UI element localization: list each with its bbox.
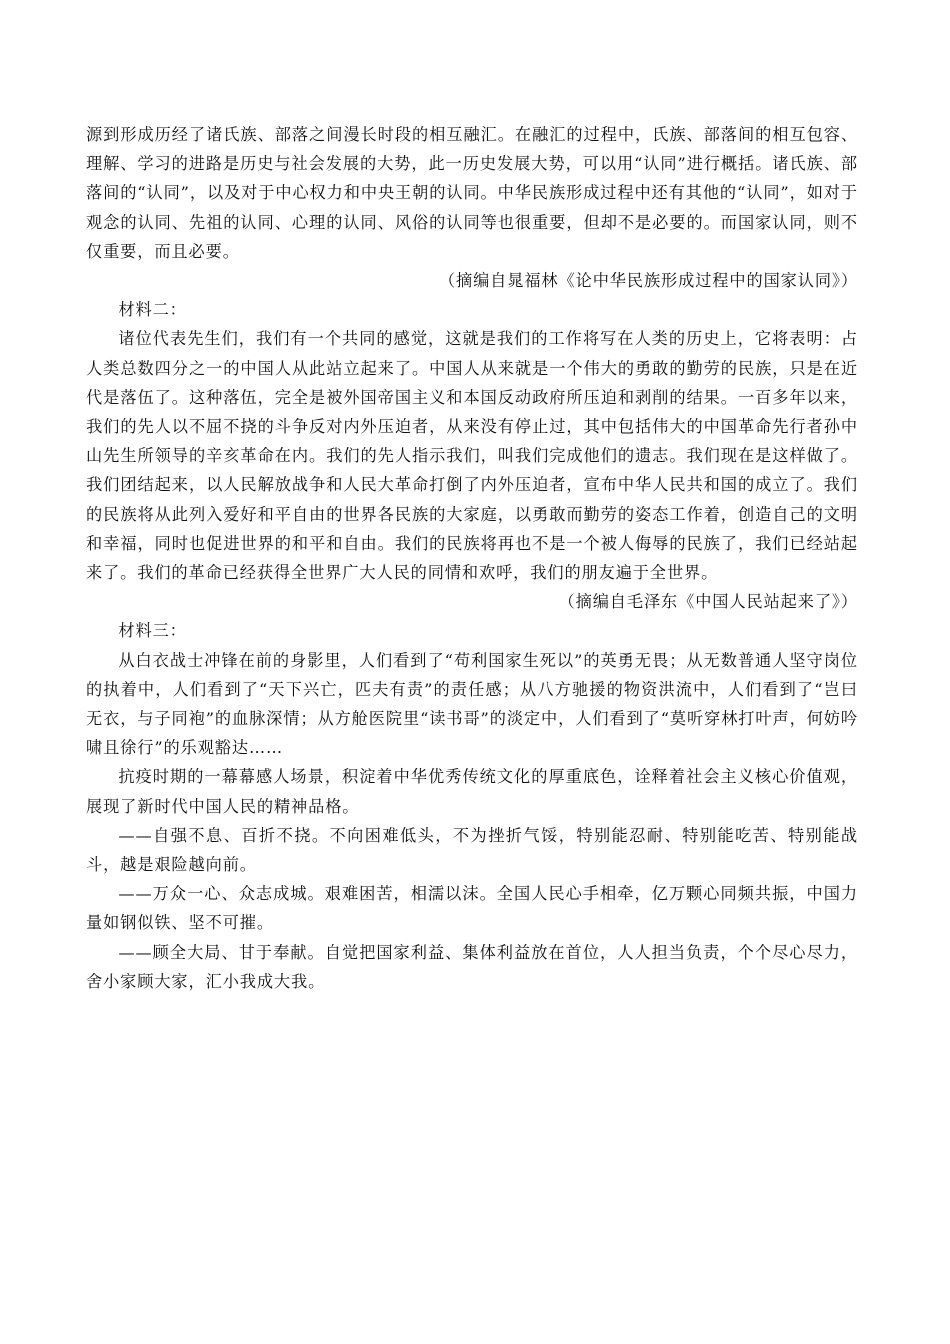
material3-label: 材料三： <box>118 621 187 641</box>
material2-paragraph: 诸位代表先生们，我们有一个共同的感觉，这就是我们的工作将写在人类的历史上，它将表明：占人类总数四分之一的中国人从此站立起来了。中国人从来就是一个伟大的勇敢的勤劳的民族，只是在近代是落伍了。这种落伍，完全是被外国帝国主义和本国反动政府所压迫和剥削的结果。一百多年以来，我们的先人以不屈不挠的斗争反对内外压迫者，从来没有停止过，其中包括伟大的中国革命先行者孙中山先生所领导的辛亥革命在内。我们的先人指示我们，叫我们完成他们的遗志。我们现在是这样做了。我们团结起来，以人民解放战争和人民大革命打倒了内外压迫者，宣布中华人民共和国的成立了。我们的民族将从此列入爱好和平自由的世界各民族的大家庭，以勇敢而勤劳的姿态工作着，创造自己的文明和幸福，同时也促进世界的和平和自由。我们的民族将再也不是一个被人侮辱的民族了，我们已经站起来了。我们的革命已经获得全世界广大人民的同情和欢呼，我们的朋友遍于全世界。 <box>86 329 858 583</box>
material3-paragraph-2: 抗疫时期的一幕幕感人场景，积淀着中华优秀传统文化的厚重底色，诠释着社会主义核心价值观，展现了新时代中国人民的精神品格。 <box>86 767 858 816</box>
material1-source: （摘编自晁福林《论中华民族形成过程中的国家认同》） <box>438 271 858 291</box>
material1-paragraph: 源到形成历经了诸氏族、部落之间漫长时段的相互融汇。在融汇的过程中，氏族、部落间的相互包容、理解、学习的进路是历史与社会发展的大势，此一历史发展大势，可以用“认同”进行概括。诸氏族、部落间的“认同”，以及对于中心权力和中央王朝的认同。中华民族形成过程中还有其他的“认同”，如对于观念的认同、先祖的认同、心理的认同、风俗的认同等也很重要，但却不是必要的。而国家认同，则不仅重要，而且必要。 <box>86 125 858 261</box>
material2-label: 材料二： <box>118 300 187 320</box>
material2-source: （摘编自毛泽东《中国人民站起来了》） <box>558 592 858 612</box>
material3-paragraph-3: ——自强不息、百折不挠。不向困难低头，不为挫折气馁，特别能忍耐、特别能吃苦、特别能战斗，越是艰险越向前。 <box>86 825 858 875</box>
material3-paragraph-4: ——万众一心、众志成城。艰难困苦，相濡以沫。全国人民心手相牵，亿万颗心同频共振，中国力量如钢似铁、坚不可摧。 <box>86 884 858 933</box>
material3-paragraph-5: ——顾全大局、甘于奉献。自觉把国家利益、集体利益放在首位，人人担当负责，个个尽心尽力，舍小家顾大家，汇小我成大我。 <box>86 942 858 991</box>
material3-paragraph-1: 从白衣战士冲锋在前的身影里，人们看到了“苟利国家生死以”的英勇无畏；从无数普通人坚守岗位的执着中，人们看到了“天下兴亡，匹夫有责”的责任感；从八方驰援的物资洪流中，人们看到了“岂曰无衣，与子同袍”的血脉深情；从方舱医院里“读书哥”的淡定中，人们看到了“莫听穿林打叶声，何妨吟啸且徐行”的乐观豁达…… <box>86 650 858 758</box>
document-page <box>86 120 858 996</box>
